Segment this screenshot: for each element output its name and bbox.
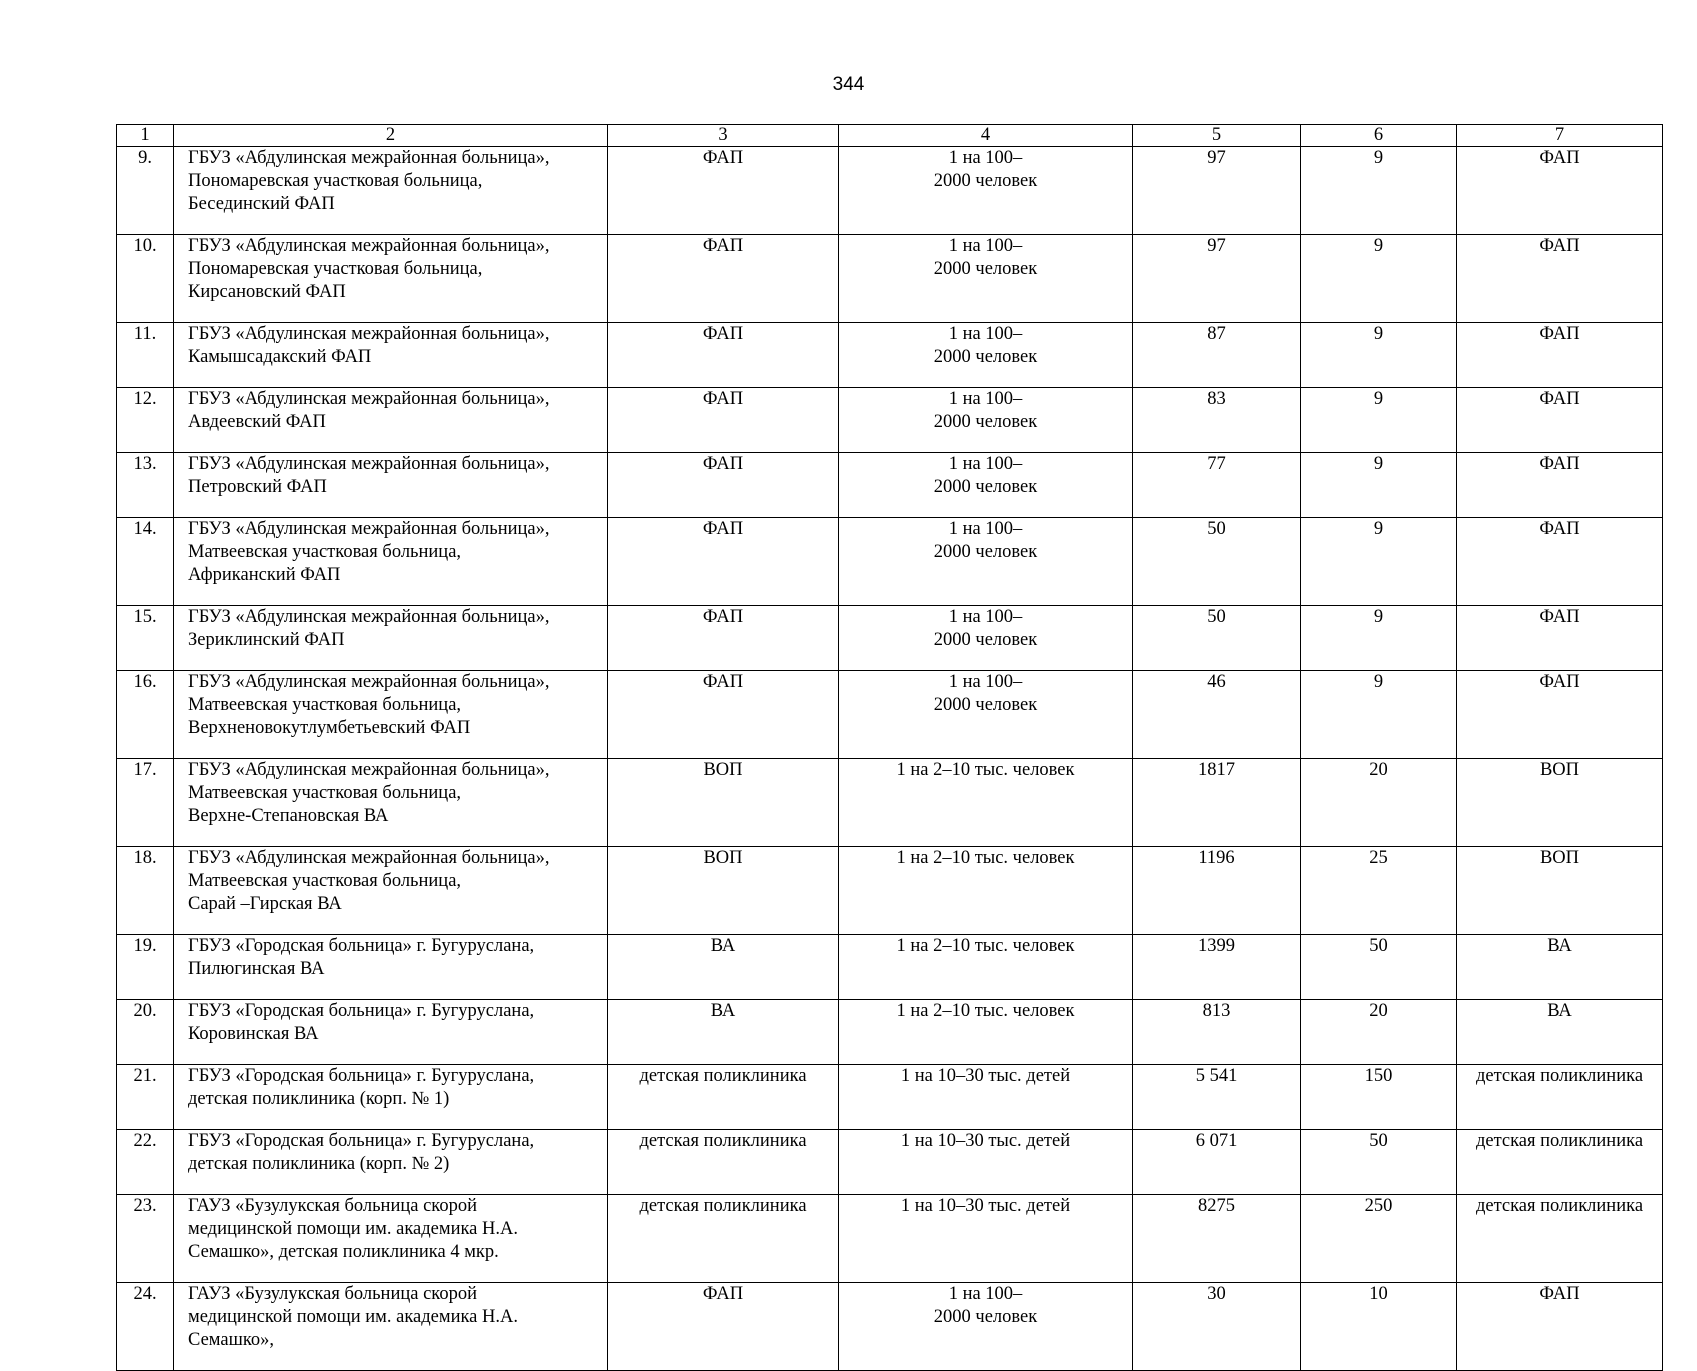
distance-cell xyxy=(1301,1065,1457,1130)
facility-type-cell xyxy=(608,1000,839,1065)
row-number: 16. xyxy=(133,672,157,692)
header-cell-7: 7 xyxy=(1457,125,1663,147)
required-type: детская поликлиника xyxy=(1475,1066,1644,1086)
organization-line: ГБУЗ «Городская больница» г. Бугуруслана, xyxy=(188,1131,535,1151)
organization-line: ГБУЗ «Городская больница» г. Бугуруслана, xyxy=(188,1001,535,1021)
population-cell xyxy=(1133,235,1301,323)
norm-cell xyxy=(839,453,1133,518)
required-type-cell xyxy=(1457,1283,1663,1371)
row-number-cell xyxy=(117,847,174,935)
table-row xyxy=(117,1130,1663,1195)
row-number: 9. xyxy=(138,148,152,168)
header-cell-6: 6 xyxy=(1301,125,1457,147)
required-type-cell xyxy=(1457,847,1663,935)
population-value: 50 xyxy=(1207,607,1226,627)
row-number-cell xyxy=(117,1000,174,1065)
required-type: ФАП xyxy=(1539,236,1580,256)
row-number-cell xyxy=(117,1065,174,1130)
norm-line: 2000 человек xyxy=(933,542,1038,562)
table-body xyxy=(117,147,1663,1371)
organization-line: медицинской помощи им. академика Н.А. xyxy=(188,1307,518,1327)
facility-type: ФАП xyxy=(702,1284,744,1304)
organization-line: Семашко», детская поликлиника 4 мкр. xyxy=(188,1242,499,1262)
organization-line: ГБУЗ «Абдулинская межрайонная больница», xyxy=(188,389,550,409)
row-number: 21. xyxy=(133,1066,157,1086)
norm-cell xyxy=(839,235,1133,323)
organization-line: ГБУЗ «Абдулинская межрайонная больница», xyxy=(188,519,550,539)
organization-line: Камышсадакский ФАП xyxy=(188,347,372,367)
facility-type-cell xyxy=(608,1130,839,1195)
organization-line: медицинской помощи им. академика Н.А. xyxy=(188,1219,518,1239)
facility-type-cell xyxy=(608,1065,839,1130)
organization-line: Матвеевская участковая больница, xyxy=(188,783,462,803)
organization-line: ГБУЗ «Городская больница» г. Бугуруслана, xyxy=(188,1066,535,1086)
norm-line: 1 на 100– xyxy=(948,1284,1023,1304)
norm-line: 1 на 2–10 тыс. человек xyxy=(896,936,1075,956)
organization-cell xyxy=(174,847,608,935)
organization-line: ГАУЗ «Бузулукская больница скорой xyxy=(188,1196,477,1216)
distance-value: 9 xyxy=(1373,148,1384,168)
required-type: ВОП xyxy=(1539,848,1580,868)
distance-cell xyxy=(1301,1283,1457,1371)
organization-line: ГБУЗ «Абдулинская межрайонная больница», xyxy=(188,848,550,868)
facility-type-cell xyxy=(608,671,839,759)
population-cell xyxy=(1133,606,1301,671)
distance-cell xyxy=(1301,323,1457,388)
norm-cell xyxy=(839,518,1133,606)
distance-cell xyxy=(1301,1195,1457,1283)
header-cell-5: 5 xyxy=(1133,125,1301,147)
row-number: 12. xyxy=(133,389,157,409)
norm-cell xyxy=(839,847,1133,935)
organization-cell xyxy=(174,671,608,759)
norm-line: 1 на 2–10 тыс. человек xyxy=(896,760,1075,780)
population-cell xyxy=(1133,1065,1301,1130)
organization-line: Семашко», xyxy=(188,1330,274,1350)
facility-type-cell xyxy=(608,235,839,323)
facility-type: ФАП xyxy=(702,148,744,168)
facility-type-cell xyxy=(608,323,839,388)
norm-line: 1 на 10–30 тыс. детей xyxy=(900,1131,1071,1151)
organization-cell xyxy=(174,935,608,1000)
distance-value: 9 xyxy=(1373,389,1384,409)
facility-type-cell xyxy=(608,935,839,1000)
table-row xyxy=(117,323,1663,388)
organization-line: ГБУЗ «Абдулинская межрайонная больница», xyxy=(188,672,550,692)
distance-cell xyxy=(1301,453,1457,518)
population-cell xyxy=(1133,847,1301,935)
required-type: ВОП xyxy=(1539,760,1580,780)
facility-type-cell xyxy=(608,847,839,935)
required-type-cell xyxy=(1457,235,1663,323)
norm-cell xyxy=(839,606,1133,671)
table-row xyxy=(117,235,1663,323)
organization-cell xyxy=(174,1195,608,1283)
organization-cell xyxy=(174,323,608,388)
organization-line: ГБУЗ «Городская больница» г. Бугуруслана, xyxy=(188,936,535,956)
norm-line: 1 на 100– xyxy=(948,148,1023,168)
organization-line: Матвеевская участковая больница, xyxy=(188,695,462,715)
population-value: 97 xyxy=(1207,148,1226,168)
organization-cell xyxy=(174,453,608,518)
norm-cell xyxy=(839,1130,1133,1195)
facility-type-cell xyxy=(608,518,839,606)
population-value: 77 xyxy=(1207,454,1226,474)
distance-value: 150 xyxy=(1364,1066,1393,1086)
row-number-cell xyxy=(117,323,174,388)
norm-line: 2000 человек xyxy=(933,259,1038,279)
population-cell xyxy=(1133,388,1301,453)
organization-cell xyxy=(174,388,608,453)
norm-cell xyxy=(839,759,1133,847)
organization-cell xyxy=(174,235,608,323)
data-table xyxy=(116,124,1663,1371)
facility-type: детская поликлиника xyxy=(639,1196,807,1216)
row-number: 17. xyxy=(133,760,157,780)
table-row xyxy=(117,453,1663,518)
row-number: 15. xyxy=(133,607,157,627)
row-number: 22. xyxy=(133,1131,157,1151)
norm-cell xyxy=(839,1000,1133,1065)
header-cell-1: 1 xyxy=(117,125,174,147)
norm-line: 2000 человек xyxy=(933,171,1038,191)
organization-line: Пилюгинская ВА xyxy=(188,959,325,979)
facility-type: ВА xyxy=(710,1001,736,1021)
organization-line: Авдеевский ФАП xyxy=(188,412,326,432)
distance-value: 20 xyxy=(1369,760,1388,780)
facility-type-cell xyxy=(608,1283,839,1371)
required-type-cell xyxy=(1457,671,1663,759)
population-cell xyxy=(1133,453,1301,518)
organization-line: детская поликлиника (корп. № 2) xyxy=(188,1154,450,1174)
facility-type-cell xyxy=(608,147,839,235)
row-number-cell xyxy=(117,1130,174,1195)
population-value: 813 xyxy=(1202,1001,1231,1021)
distance-value: 50 xyxy=(1369,1131,1388,1151)
required-type: ФАП xyxy=(1539,607,1580,627)
facility-type: ФАП xyxy=(702,389,744,409)
organization-line: Верхне-Степановская ВА xyxy=(188,806,389,826)
required-type: ВА xyxy=(1547,1001,1572,1021)
population-cell xyxy=(1133,671,1301,759)
norm-cell xyxy=(839,935,1133,1000)
organization-line: ГАУЗ «Бузулукская больница скорой xyxy=(188,1284,477,1304)
population-value: 1817 xyxy=(1198,760,1235,780)
required-type-cell xyxy=(1457,1000,1663,1065)
organization-cell xyxy=(174,1065,608,1130)
facility-type: ФАП xyxy=(702,236,744,256)
population-cell xyxy=(1133,323,1301,388)
required-type: ФАП xyxy=(1539,454,1580,474)
row-number-cell xyxy=(117,935,174,1000)
table-row xyxy=(117,671,1663,759)
population-cell xyxy=(1133,759,1301,847)
norm-line: 1 на 2–10 тыс. человек xyxy=(896,848,1075,868)
organization-line: детская поликлиника (корп. № 1) xyxy=(188,1089,450,1109)
required-type-cell xyxy=(1457,323,1663,388)
distance-cell xyxy=(1301,935,1457,1000)
norm-line: 1 на 100– xyxy=(948,454,1023,474)
population-value: 87 xyxy=(1207,324,1226,344)
norm-cell xyxy=(839,1195,1133,1283)
distance-value: 9 xyxy=(1373,324,1384,344)
organization-cell xyxy=(174,1000,608,1065)
facility-type-cell xyxy=(608,388,839,453)
row-number-cell xyxy=(117,671,174,759)
population-value: 46 xyxy=(1207,672,1226,692)
row-number-cell xyxy=(117,518,174,606)
facility-type-cell xyxy=(608,453,839,518)
row-number-cell xyxy=(117,606,174,671)
facility-type-cell xyxy=(608,759,839,847)
header-cell-3: 3 xyxy=(608,125,839,147)
facility-type: детская поликлиника xyxy=(639,1066,807,1086)
distance-cell xyxy=(1301,388,1457,453)
organization-cell xyxy=(174,1283,608,1371)
norm-line: 2000 человек xyxy=(933,412,1038,432)
table-row xyxy=(117,1000,1663,1065)
required-type: ФАП xyxy=(1539,324,1580,344)
organization-line: ГБУЗ «Абдулинская межрайонная больница», xyxy=(188,607,550,627)
facility-type: ВОП xyxy=(703,848,743,868)
row-number-cell xyxy=(117,235,174,323)
required-type-cell xyxy=(1457,1065,1663,1130)
table-row xyxy=(117,147,1663,235)
facility-type: ФАП xyxy=(702,454,744,474)
required-type-cell xyxy=(1457,935,1663,1000)
required-type-cell xyxy=(1457,147,1663,235)
organization-line: ГБУЗ «Абдулинская межрайонная больница», xyxy=(188,324,550,344)
row-number: 20. xyxy=(133,1001,157,1021)
population-cell xyxy=(1133,147,1301,235)
distance-value: 25 xyxy=(1369,848,1388,868)
distance-cell xyxy=(1301,518,1457,606)
facility-type: ФАП xyxy=(702,519,744,539)
row-number-cell xyxy=(117,759,174,847)
distance-value: 9 xyxy=(1373,607,1384,627)
required-type-cell xyxy=(1457,1195,1663,1283)
row-number: 23. xyxy=(133,1196,157,1216)
organization-line: Пономаревская участковая больница, xyxy=(188,259,483,279)
organization-line: Петровский ФАП xyxy=(188,477,327,497)
population-value: 97 xyxy=(1207,236,1226,256)
facility-type-cell xyxy=(608,606,839,671)
organization-line: Сарай –Гирская ВА xyxy=(188,894,342,914)
required-type: ФАП xyxy=(1539,519,1580,539)
population-cell xyxy=(1133,1130,1301,1195)
facility-type: детская поликлиника xyxy=(639,1131,807,1151)
norm-cell xyxy=(839,323,1133,388)
norm-cell xyxy=(839,671,1133,759)
norm-line: 2000 человек xyxy=(933,630,1038,650)
distance-value: 50 xyxy=(1369,936,1388,956)
norm-cell xyxy=(839,388,1133,453)
distance-cell xyxy=(1301,671,1457,759)
row-number: 24. xyxy=(133,1284,157,1304)
distance-value: 20 xyxy=(1369,1001,1388,1021)
row-number-cell xyxy=(117,1195,174,1283)
table-header xyxy=(117,125,1663,147)
organization-cell xyxy=(174,147,608,235)
organization-line: Матвеевская участковая больница, xyxy=(188,871,462,891)
organization-cell xyxy=(174,759,608,847)
header-row xyxy=(117,125,1663,147)
facility-type: ФАП xyxy=(702,324,744,344)
population-value: 1399 xyxy=(1198,936,1235,956)
norm-line: 1 на 100– xyxy=(948,389,1023,409)
required-type: ФАП xyxy=(1539,148,1580,168)
required-type-cell xyxy=(1457,518,1663,606)
distance-value: 9 xyxy=(1373,454,1384,474)
organization-cell xyxy=(174,1130,608,1195)
organization-line: ГБУЗ «Абдулинская межрайонная больница», xyxy=(188,760,550,780)
norm-line: 1 на 100– xyxy=(948,324,1023,344)
table-row xyxy=(117,606,1663,671)
header-cell-4: 4 xyxy=(839,125,1133,147)
organization-line: Верхненовокутлумбетьевский ФАП xyxy=(188,718,471,738)
row-number: 18. xyxy=(133,848,157,868)
norm-line: 2000 человек xyxy=(933,695,1038,715)
organization-line: Кирсановский ФАП xyxy=(188,282,346,302)
population-value: 1196 xyxy=(1198,848,1235,868)
norm-line: 2000 человек xyxy=(933,477,1038,497)
row-number-cell xyxy=(117,1283,174,1371)
row-number: 10. xyxy=(133,236,157,256)
organization-line: Африканский ФАП xyxy=(188,565,341,585)
required-type: ФАП xyxy=(1539,1284,1580,1304)
organization-line: Коровинская ВА xyxy=(188,1024,319,1044)
distance-cell xyxy=(1301,235,1457,323)
distance-cell xyxy=(1301,1130,1457,1195)
norm-line: 2000 человек xyxy=(933,1307,1038,1327)
facility-type: ФАП xyxy=(702,672,744,692)
distance-cell xyxy=(1301,147,1457,235)
organization-line: Пономаревская участковая больница, xyxy=(188,171,483,191)
distance-value: 9 xyxy=(1373,236,1384,256)
required-type-cell xyxy=(1457,759,1663,847)
table-row xyxy=(117,518,1663,606)
facility-type: ФАП xyxy=(702,607,744,627)
facility-type: ВОП xyxy=(703,760,743,780)
table-row xyxy=(117,388,1663,453)
table-row xyxy=(117,935,1663,1000)
norm-cell xyxy=(839,1065,1133,1130)
organization-line: Зериклинский ФАП xyxy=(188,630,345,650)
required-type-cell xyxy=(1457,1130,1663,1195)
distance-cell xyxy=(1301,759,1457,847)
population-cell xyxy=(1133,935,1301,1000)
table-row xyxy=(117,759,1663,847)
organization-line: ГБУЗ «Абдулинская межрайонная больница», xyxy=(188,148,550,168)
population-cell xyxy=(1133,518,1301,606)
distance-value: 10 xyxy=(1369,1284,1388,1304)
population-cell xyxy=(1133,1000,1301,1065)
population-value: 8275 xyxy=(1198,1196,1235,1216)
required-type: ВА xyxy=(1547,936,1572,956)
population-value: 83 xyxy=(1207,389,1226,409)
norm-line: 1 на 10–30 тыс. детей xyxy=(900,1066,1071,1086)
population-value: 30 xyxy=(1207,1284,1226,1304)
table-row xyxy=(117,847,1663,935)
organization-cell xyxy=(174,606,608,671)
norm-line: 1 на 100– xyxy=(948,672,1023,692)
row-number: 14. xyxy=(133,519,157,539)
required-type: детская поликлиника xyxy=(1475,1131,1644,1151)
distance-cell xyxy=(1301,606,1457,671)
distance-value: 250 xyxy=(1364,1196,1393,1216)
header-cell-2: 2 xyxy=(174,125,608,147)
table-row xyxy=(117,1065,1663,1130)
population-cell xyxy=(1133,1195,1301,1283)
row-number: 11. xyxy=(133,324,157,344)
required-type-cell xyxy=(1457,606,1663,671)
norm-line: 2000 человек xyxy=(933,347,1038,367)
table-row xyxy=(117,1195,1663,1283)
population-value: 6 071 xyxy=(1195,1131,1238,1151)
norm-cell xyxy=(839,147,1133,235)
required-type: ФАП xyxy=(1539,389,1580,409)
norm-cell xyxy=(839,1283,1133,1371)
row-number: 13. xyxy=(133,454,157,474)
distance-value: 9 xyxy=(1373,519,1384,539)
row-number-cell xyxy=(117,388,174,453)
population-value: 50 xyxy=(1207,519,1226,539)
distance-cell xyxy=(1301,1000,1457,1065)
required-type: детская поликлиника xyxy=(1475,1196,1644,1216)
distance-value: 9 xyxy=(1373,672,1384,692)
table-row xyxy=(117,1283,1663,1371)
facility-type-cell xyxy=(608,1195,839,1283)
row-number-cell xyxy=(117,147,174,235)
organization-line: ГБУЗ «Абдулинская межрайонная больница», xyxy=(188,454,550,474)
required-type-cell xyxy=(1457,388,1663,453)
required-type-cell xyxy=(1457,453,1663,518)
norm-line: 1 на 100– xyxy=(948,607,1023,627)
population-value: 5 541 xyxy=(1195,1066,1238,1086)
organization-line: ГБУЗ «Абдулинская межрайонная больница», xyxy=(188,236,550,256)
norm-line: 1 на 10–30 тыс. детей xyxy=(900,1196,1071,1216)
required-type: ФАП xyxy=(1539,672,1580,692)
population-cell xyxy=(1133,1283,1301,1371)
page-number: 344 xyxy=(832,74,865,95)
row-number-cell xyxy=(117,453,174,518)
facility-type: ВА xyxy=(710,936,736,956)
norm-line: 1 на 2–10 тыс. человек xyxy=(896,1001,1075,1021)
organization-line: Бесединский ФАП xyxy=(188,194,335,214)
norm-line: 1 на 100– xyxy=(948,519,1023,539)
norm-line: 1 на 100– xyxy=(948,236,1023,256)
distance-cell xyxy=(1301,847,1457,935)
row-number: 19. xyxy=(133,936,157,956)
organization-line: Матвеевская участковая больница, xyxy=(188,542,462,562)
organization-cell xyxy=(174,518,608,606)
